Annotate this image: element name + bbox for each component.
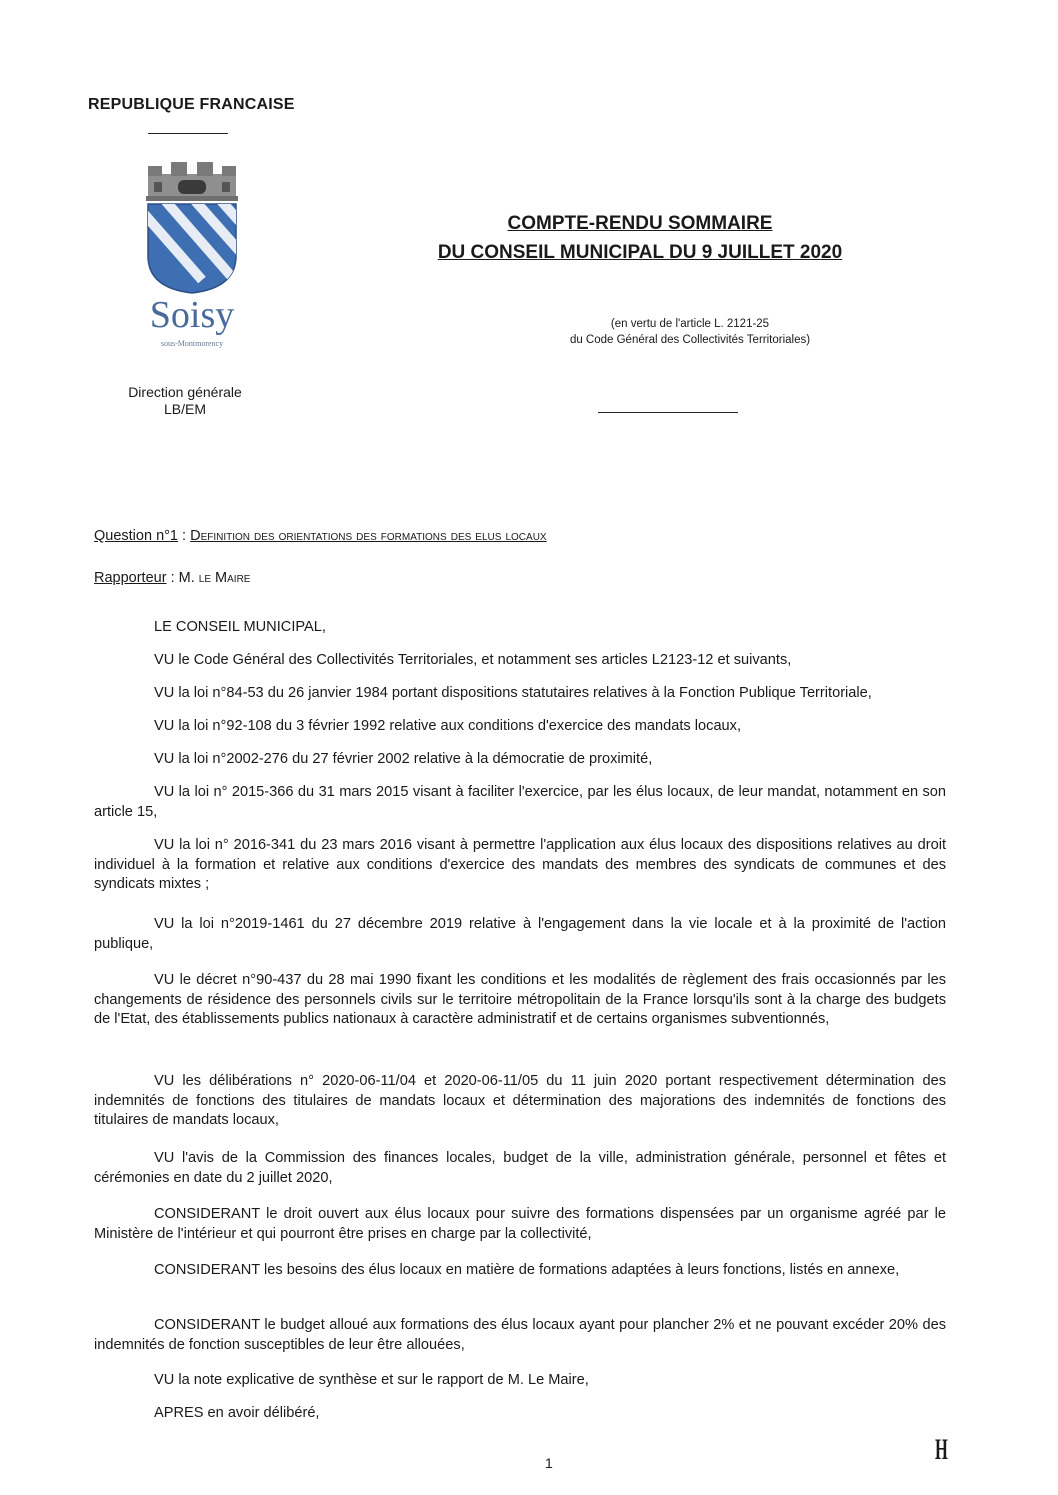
paragraph-considerant-besoins: CONSIDERANT les besoins des élus locaux en matière de formations adaptées à leurs fonctions, listés en annexe, [154, 1262, 900, 1278]
paragraph-vu-note: VU la note explicative de synthèse et sur le rapport de M. Le Maire, [154, 1372, 589, 1388]
logo-subtitle: sous-Montmorency [160, 339, 224, 348]
direction-block [112, 384, 258, 418]
logo-wordmark: Soisy [149, 294, 235, 336]
paragraph-vu-cgct: VU le Code Général des Collectivités Territoriales, et notamment ses articles L2123-12 et suivants, [154, 652, 792, 668]
rapporteur-name: le Maire [198, 570, 251, 586]
document-title-line-1: COMPTE-RENDU SOMMAIRE [507, 213, 773, 234]
legal-note-line-1: (en vertu de l'article L. 2121-25 [610, 318, 770, 330]
handwritten-initial: H [935, 1433, 948, 1466]
paragraph-vu-commission: VU l'avis de la Commission des finances locales, budget de la ville, administration générale, personnel et fêtes et cérémonies en date du 2 juillet 2020, [94, 1150, 946, 1186]
rapporteur-label: Rapporteur [94, 570, 167, 586]
paragraph-vu-loi-2019-1461: VU la loi n°2019-1461 du 27 décembre 2019 relative à l'engagement dans la vie locale et à la proximité de l'action publique, [94, 916, 946, 952]
title-divider [598, 412, 738, 413]
paragraph-vu-loi-2016-341: VU la loi n° 2016-341 du 23 mars 2016 visant à permettre l'application aux élus locaux des dispositions relatives au droit individuel à la formation et relative aux conditions d'exercice des mandats des membres des syndicats de communes et des syndicats mixtes ; [94, 837, 946, 892]
rapporteur-line [94, 570, 250, 586]
page-number: 1 [545, 1455, 553, 1471]
paragraph-considerant-droit: CONSIDERANT le droit ouvert aux élus locaux pour suivre des formations dispensées par un organisme agréé par le Ministère de l'intérieur et qui pourront être prises en charge par la collectivité, [94, 1206, 946, 1242]
paragraph-vu-loi-92-108: VU la loi n°92-108 du 3 février 1992 relative aux conditions d'exercice des mandats locaux, [154, 718, 742, 734]
paragraph-vu-loi-2015-366: VU la loi n° 2015-366 du 31 mars 2015 visant à faciliter l'exercice, par les élus locaux, de leur mandat, notamment en son article 15, [94, 784, 946, 820]
paragraph-vu-loi-2002-276: VU la loi n°2002-276 du 27 février 2002 relative à la démocratie de proximité, [154, 751, 653, 767]
direction-label: Direction générale [128, 384, 242, 400]
question-title: Definition des orientations des formations des elus locaux [190, 528, 547, 544]
paragraph-vu-decret-90-437: VU le décret n°90-437 du 28 mai 1990 fixant les conditions et les modalités de règlement des frais occasionnés par les changements de résidence des personnels civils sur le territoire métropolitain de la France lorsqu'ils sont à la charge des budgets de l'Etat, des établissements publics nationaux à caractère administratif et de certains organismes subventionnés, [94, 972, 946, 1027]
legal-note-line-2: du Code Général des Collectivités Territoriales) [569, 334, 811, 346]
paragraph-considerant-budget: CONSIDERANT le budget alloué aux formations des élus locaux ayant pour plancher 2% et ne pouvant excéder 20% des indemnités de fonction susceptibles de leur être allouées, [94, 1317, 946, 1353]
paragraph-vu-loi-84-53: VU la loi n°84-53 du 26 janvier 1984 portant dispositions statutaires relatives à la Fonction Publique Territoriale, [154, 685, 872, 701]
rapporteur-separator: : M. [166, 570, 199, 586]
question-heading [94, 528, 547, 544]
paragraph-conseil: LE CONSEIL MUNICIPAL, [154, 619, 326, 635]
question-label: Question n°1 [94, 528, 178, 544]
city-crest-logo [142, 160, 242, 295]
header-divider [148, 133, 228, 134]
republique-heading: REPUBLIQUE FRANCAISE [88, 96, 295, 113]
initials: LB/EM [163, 401, 206, 417]
document-title-line-2: DU CONSEIL MUNICIPAL DU 9 JUILLET 2020 [437, 242, 843, 263]
paragraph-apres: APRES en avoir délibéré, [154, 1405, 320, 1421]
paragraph-vu-deliberations: VU les délibérations n° 2020-06-11/04 et 2020-06-11/05 du 11 juin 2020 portant respectivement détermination des indemnités de fonctions des titulaires de mandats locaux et détermination des majorations des indemnités de fonctions des titulaires de mandats locaux, [94, 1073, 946, 1128]
question-separator: : [178, 528, 191, 544]
